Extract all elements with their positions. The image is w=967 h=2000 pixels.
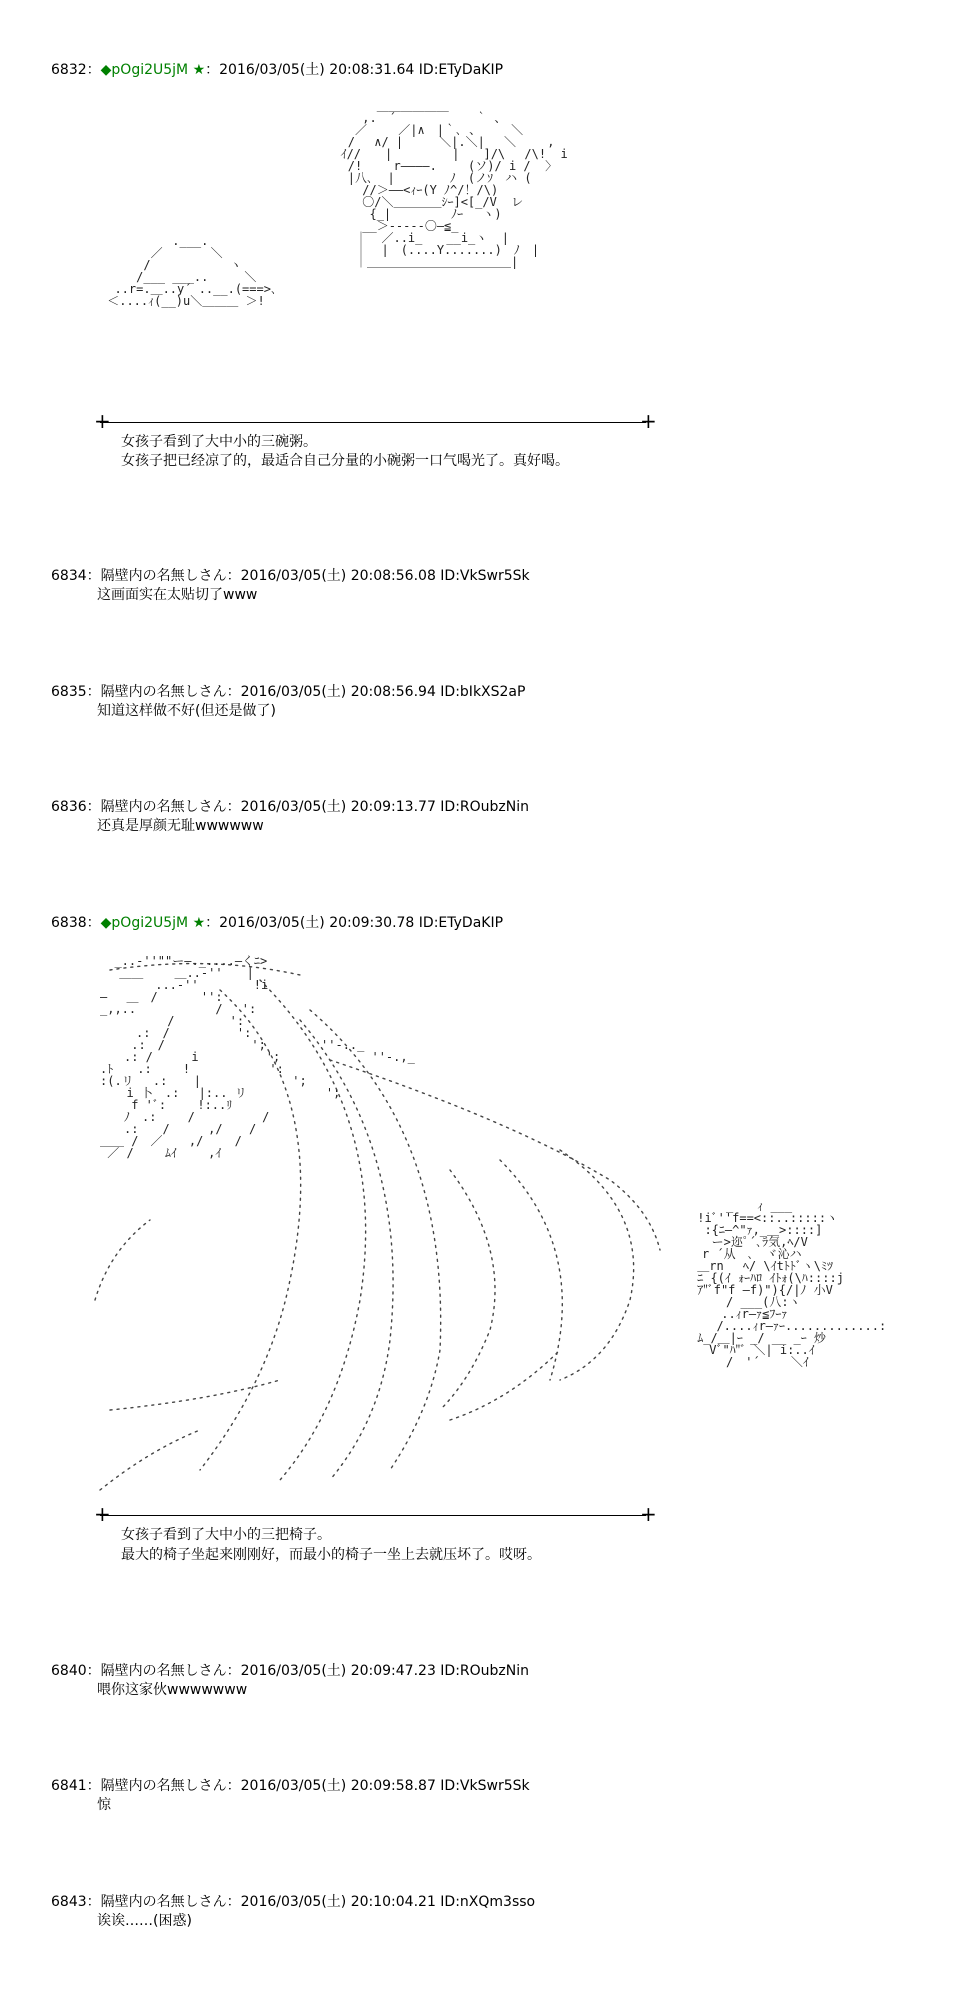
post-header: [51, 1662, 529, 1680]
author-name: 隔壁内の名無しさん: [100, 568, 227, 584]
post-meta: ：2016/03/05(土) 20:10:04.21 ID:nXQm3sso: [226, 1894, 536, 1910]
post-number: 6838: [51, 915, 87, 931]
caption-line: 女孩子看到了大中小的三碗粥。: [121, 434, 317, 450]
post-number: 6843: [51, 1894, 87, 1910]
post-meta: ：2016/03/05(土) 20:09:58.87 ID:VkSwr5Sk: [226, 1778, 530, 1794]
post-body: 这画面实在太贴切了www: [97, 587, 258, 603]
separator: ：: [86, 568, 101, 584]
divider-left-cap: +: [94, 409, 111, 433]
post-body: 知道这样做不好(但还是做了): [97, 703, 276, 719]
divider-line: [100, 422, 646, 423]
post-header: [51, 61, 503, 79]
separator: ：: [86, 684, 101, 700]
post-body: 喂你这家伙wwwwwww: [97, 1682, 248, 1698]
post-body: 还真是厚颜无耻wwwwww: [97, 818, 264, 834]
author-trip: ◆pOgi2U5jM ★: [100, 62, 206, 78]
post-header: [51, 683, 525, 701]
post-body: 惊: [97, 1797, 111, 1813]
author-trip: ◆pOgi2U5jM ★: [100, 915, 206, 931]
caption-line: 女孩子把已经凉了的，最适合自己分量的小碗粥一口气喝光了。真好喝。: [121, 453, 569, 469]
post-body: 诶诶……(困惑): [97, 1913, 192, 1929]
separator: ：: [86, 1778, 101, 1794]
separator: ：: [86, 915, 101, 931]
caption-line: 最大的椅子坐起来刚刚好，而最小的椅子一坐上去就压坏了。哎呀。: [121, 1547, 541, 1563]
post-number: 6835: [51, 684, 87, 700]
post-number: 6832: [51, 62, 87, 78]
post-number: 6840: [51, 1663, 87, 1679]
post-meta: ：2016/03/05(土) 20:09:13.77 ID:ROubzNin: [226, 799, 530, 815]
post-meta: ：2016/03/05(土) 20:08:31.64 ID:ETyDaKIP: [205, 62, 504, 78]
separator: ：: [86, 1663, 101, 1679]
post-number: 6841: [51, 1778, 87, 1794]
divider-right-cap: +: [640, 1502, 657, 1526]
separator: ：: [86, 62, 101, 78]
post-header: [51, 567, 530, 585]
post-header: [51, 798, 529, 816]
post-header: [51, 1777, 530, 1795]
post-meta: ：2016/03/05(土) 20:09:30.78 ID:ETyDaKIP: [205, 915, 504, 931]
post-number: 6836: [51, 799, 87, 815]
post-header: [51, 1893, 535, 1911]
author-name: 隔壁内の名無しさん: [100, 1663, 227, 1679]
post-meta: ：2016/03/05(土) 20:09:47.23 ID:ROubzNin: [226, 1663, 530, 1679]
ascii-art-girl-chair: _ ｨ ___ !iﾞ''f==<::..:::::ヽ :{ﾆ―^"ｧ,_＿>::::] ー>迩ﾟ´､ﾗ気,ﾍ/V r ´从 ､ ヾ沁ハ ＿rn ﾍ/ \ｲtﾄﾄﾞヽ\ﾐﾂ ﾆ {(ｲ ｫｰﾊﾛ ｲﾄｫ(\ﾊ::::j ｱ"ﾞf"f ―f)"){/|ﾉ 小V / ___(八:ヽ ..ｨr―ｧ≦ﾌｰｧ /....ｨr―ｧｰ.............: ﾑ_/＿|ｰ _/ __ _ｰ 炒 Vﾞ"ﾊ"ﾞ ＼| i:..ｲ / '´ ＼ｲ: [697, 1199, 887, 1369]
post-meta: ：2016/03/05(土) 20:08:56.94 ID:bIkXS2aP: [226, 684, 526, 700]
ascii-art-bowls: .___. ／ ＼ / ヽ /___ ___.. ＼ ..r=.＿..y´ ..__.(===>､ ＜....ｨ(__)u＼＿＿＿ ＞!: [107, 234, 277, 308]
caption-line: 女孩子看到了大中小的三把椅子。: [121, 1527, 331, 1543]
ascii-art-chairs: _..-''""ー―._....―くﾆ> ＿＿ ＿..-'' | ...-'' !i ― ＿ / '': _,,.. / ': / ': .: / ': .: / '; ''-.._ .: / i '; ''-.,_ .ﾄ .: ! ': :(.リ .: | '; i 卜 .: |:.. リ '; f 'ﾞ: !:..ﾘ ﾉ .: / / .: / ,/ / ＿＿ / ／ ,/ / ／ / ﾑｲ ,ｲ: [100, 954, 415, 1160]
divider-left-cap: +: [94, 1502, 111, 1526]
divider-line: [100, 1515, 646, 1516]
author-name: 隔壁内の名無しさん: [100, 684, 227, 700]
post-header: [51, 914, 503, 932]
ascii-art-girl-bowls: ＿＿＿＿＿＿ ,. ´ ｀ 、 ／ ／|∧ |｀､ 、 ＼ / ∧/ | ＼|.＼| ＼ , ｲ// | | ]/\ /\! i /! r――――. (ソ)/ i / 〉 |八､ | ﾉ (ノｿ ハ ( //＞――<ｨｰ(Y ﾉ^/！/\) 〇/＼＿＿＿＿ｼｰ]<[_/V レ {_| ﾉｰ ヽ) __＞-----〇―≦_ ｜ ／..i_ __i_ヽ | ｜ | (....Y.......) ﾉ | ｜＿＿＿＿＿＿＿＿＿＿＿＿|: [340, 99, 568, 269]
author-name: 隔壁内の名無しさん: [100, 1894, 227, 1910]
separator: ：: [86, 1894, 101, 1910]
post-number: 6834: [51, 568, 87, 584]
author-name: 隔壁内の名無しさん: [100, 799, 227, 815]
post-meta: ：2016/03/05(土) 20:08:56.08 ID:VkSwr5Sk: [226, 568, 530, 584]
divider-right-cap: +: [640, 409, 657, 433]
separator: ：: [86, 799, 101, 815]
author-name: 隔壁内の名無しさん: [100, 1778, 227, 1794]
